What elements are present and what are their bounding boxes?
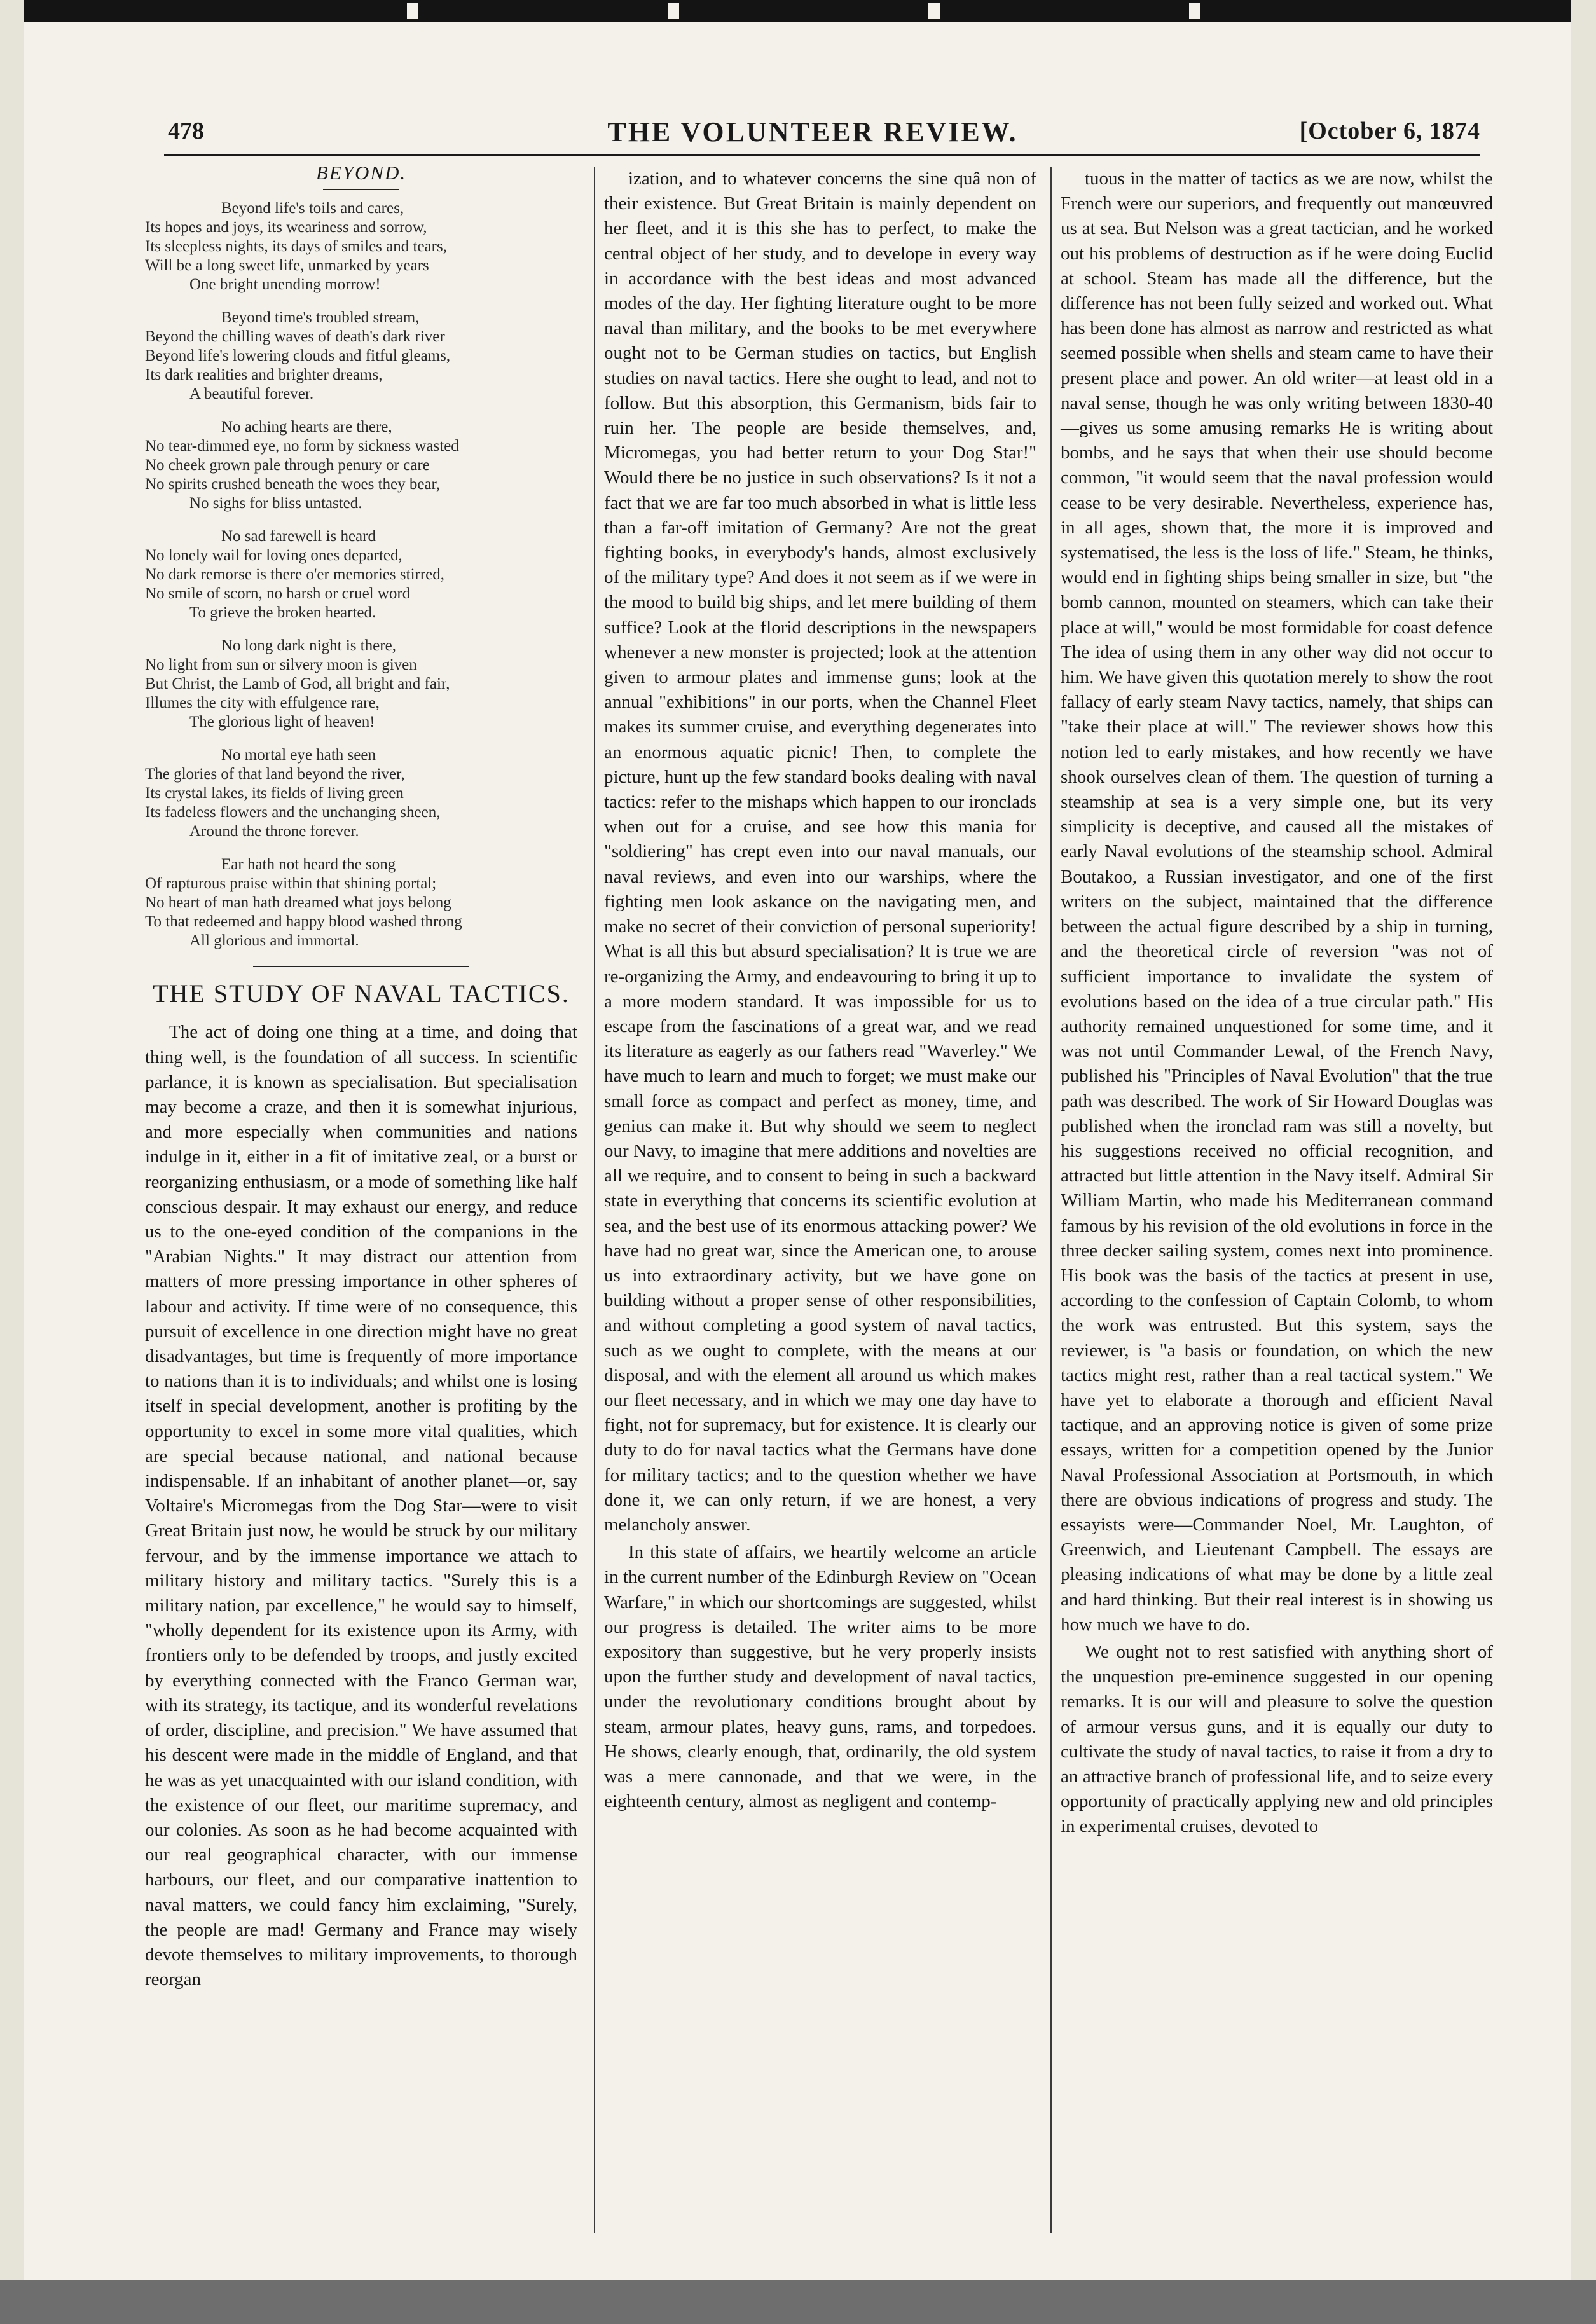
poem-line: No aching hearts are there, (221, 418, 392, 436)
issue-date: [October 6, 1874 (1299, 118, 1480, 144)
poem-line: The glorious light of heaven! (189, 713, 375, 731)
scan-bottom-border (0, 2280, 1596, 2324)
poem-line: No tear-dimmed eye, no form by sickness wasted (145, 437, 459, 455)
poem-stanza (145, 308, 577, 404)
poem-stanza (145, 855, 577, 951)
header-rule (164, 154, 1480, 156)
poem-line: No sighs for bliss untasted. (189, 495, 362, 512)
poem-stanza (145, 746, 577, 841)
poem-title: BEYOND. (315, 162, 407, 184)
poem-line: No smile of scorn, no harsh or cruel word (145, 585, 411, 603)
poem-line: No dark remorse is there o'er memories stirred, (145, 566, 445, 584)
poem-line: Its fadeless flowers and the unchanging sheen, (145, 804, 441, 822)
poem-stanza (145, 199, 577, 294)
poem-line: All glorious and immortal. (189, 932, 359, 950)
article-separator (253, 966, 469, 967)
poem-line: Its crystal lakes, its fields of living green (145, 785, 404, 802)
scan-left-margin (0, 0, 24, 2324)
article-paragraph: In this state of affairs, we heartily welcome an article in the current number of the Edinburgh Review on "Ocean Warfare," in which our shortcomings are suggested, whilst our progress is detailed. The writer aims to be more expository than suggestive, but he very properly insists upon the further study and development of naval tactics, under the revolutionary conditions brought about by steam, armour plates, heavy guns, rams, and torpedoes. He shows, clearly enough, that, ordinarily, the old system was a mere cannonade, and that we were, in the eighteenth century, almost as negligent and contemp- (604, 1542, 1036, 1812)
column-rule-2 (1050, 167, 1052, 2233)
poem-line: To that redeemed and happy blood washed throng (145, 913, 462, 931)
poem-body (145, 199, 577, 951)
scan-top-border (0, 0, 1596, 22)
poem-title-rule (323, 189, 399, 190)
column-3 (1061, 167, 1493, 1839)
poem-line: Beyond time's troubled stream, (221, 309, 420, 327)
article-paragraph: The act of doing one thing at a time, and doing that thing well, is the foundation of all success. In scientific parlance, it is known as specialisation. But specialisation may become a craze, and then it is somewhat injurious, and more especially when communities and nations indulge in it, either in a fit of imitative zeal, or a burst or reorganizing enthusiasm, or a mode of something like half conscious despair. It may exhaust our energy, and reduce us to the one-eyed condition of the companions in the "Arabian Nights." It may distract our attention from matters of more pressing importance in other spheres of labour and activity. If time were of no consequence, this pursuit of excellence in one direction might have no great disadvantages, but time is frequently of more importance to nations than it is to individuals; and whilst one is losing itself in special development, another is profiting by the opportunity to excel in some more vital qualities, which are special because national, and national because indispensable. If an inhabitant of another planet—or, say Voltaire's Micromegas from the Dog Star—were to visit Great Britain just now, he would be struck by our military fervour, and by the immense importance we attach to military history and military tactics. "Surely this is a military nation, par excellence," he would say to himself, "wholly dependent for its existence upon its Army, with frontiers only to be defended by troops, and justly excited by everything connected with the Franco German war, with its strategy, its tactique, and its wonderful revelations of order, discipline, and precision." We have assumed that his descent were made in the middle of England, and that he was as yet unacquainted with our island condition, with the existence of our fleet, our maritime supremacy, and our colonies. As soon as he had become acquainted with our real geographical character, with our immense harbours, our fleet, and our comparative inattention to naval matters, we could fancy him exclaiming, "Surely, the people are mad! Germany and France may wisely devote themselves to military improvements, to thorough reorgan (145, 1022, 577, 1990)
poem-line: But Christ, the Lamb of God, all bright and fair, (145, 675, 450, 693)
article-paragraph: tuous in the matter of tactics as we are now, whilst the French were our superiors, and frequently out manœuvred us at sea. But Nelson was a great tactician, and he worked out his problems of destruction as if he were doing Euclid at school. Steam has made all the difference, but the difference has not been fully seized and worked out. What has been done has almost as narrow and restricted as what seemed possible when shells and steam came to have their present place and power. An old writer—at least old in a naval sense, though he was only writing between 1830-40—gives us some amusing remarks He is writing about bombs, and he says that when their use should become common, "it would seem that the naval profession would cease to be very desirable. Nevertheless, experience has, in all ages, shown that, the more it is improved and systematised, the less is the loss of life." Steam, he thinks, would end in fighting ships being smaller in size, but "the bomb cannon, mounted on steamers, which can take their place at will," would be most formidable for coast defence The idea of using them in any other way did not occur to him. We have given this quotation merely to show the root fallacy of early steam Navy tactics, namely, that ships can "take their place at will." The reviewer shows how this notion led to early mistakes, and how recently we have shook ourselves clean of them. The question of turning a steamship at sea is a very simple one, but its very simplicity is deceptive, and caused all the mistakes of early Naval evolutions of the steamship school. Admiral Boutakoo, a Russian investigator, and one of the first writers on the subject, maintained that the difference between the actual figure described by a ship in turning, and the theoretical circle of reversion "was not of sufficient importance to invalidate the system of evolutions based on the idea of a true circular path." His authority remained unquestioned for some time, and it was not until Commander Lewal, of the French Navy, published his "Principles of Naval Evolution" that the true path was described. The work of Sir Howard Douglas was published when the ironclad ram was still a novelty, but his suggestions received no official recognition, and attracted but little attention in the Navy itself. Admiral Sir William Martin, who made his Mediterranean command famous by his revision of the old evolutions in force in the three decker sailing system, comes next into prominence. His book was the basis of the tactics at present in use, according to the confession of Captain Colomb, to whom the work was entrusted. But this system, says the reviewer, is "a basis or foundation, on which the new tactics might rest, rather than a real tactical system." We have yet to elaborate a thorough and efficient Naval tactique, and an approving notice is given of some prize essays, written for a competition opened by the Junior Naval Professional Association at Portsmouth, in which there are obvious indications of progress and study. The essayists were—Commander Noel, Mr. Laughton, of Greenwich, and Lieutenant Campbell. The essays are pleasing indications of what may be done by a little zeal and hard thinking. But their real interest is in showing us how much we have to do. (1061, 168, 1493, 1635)
poem-line: The glories of that land beyond the river, (145, 766, 405, 783)
poem-line: Illumes the city with effulgence rare, (145, 694, 380, 712)
poem-line: Ear hath not heard the song (221, 856, 396, 874)
article-paragraph: We ought not to rest satisfied with anything short of the unquestion pre-eminence suggested in our opening remarks. It is our will and pleasure to solve the question of armour versus guns, and it is equally our duty to cultivate the study of naval tactics, to raise it from a dry to an attractive branch of professional life, and to seize every opportunity of practically applying new and old principles in experimental cruises, devoted to (1061, 1641, 1493, 1837)
poem-line: Its sleepless nights, its days of smiles and tears, (145, 238, 447, 256)
poem-line: No cheek grown pale through penury or care (145, 457, 430, 474)
poem-line: No lonely wail for loving ones departed, (145, 547, 402, 565)
poem-stanza (145, 636, 577, 732)
poem-stanza (145, 527, 577, 622)
poem-line: Will be a long sweet life, unmarked by years (145, 257, 429, 275)
page-number: 478 (168, 118, 204, 144)
column-2 (604, 167, 1036, 1814)
article-column-3-text (1061, 167, 1493, 1839)
poem-line: Its hopes and joys, its weariness and sorrow, (145, 219, 427, 237)
poem-line: Beyond life's lowering clouds and fitful gleams, (145, 347, 451, 365)
poem-line: No spirits crushed beneath the woes they bear, (145, 476, 441, 493)
column-1 (145, 160, 577, 1992)
poem-line: No heart of man hath dreamed what joys belong (145, 894, 451, 912)
masthead-title: THE VOLUNTEER REVIEW. (607, 116, 1018, 148)
poem-stanza (145, 418, 577, 513)
poem-line: Of rapturous praise within that shining portal; (145, 875, 437, 893)
running-header (145, 112, 1480, 153)
poem-line: One bright unending morrow! (189, 276, 381, 294)
poem-line: No long dark night is there, (221, 637, 396, 655)
poem-line: Its dark realities and brighter dreams, (145, 366, 383, 384)
column-rule-1 (594, 167, 595, 2233)
poem-line: No sad farewell is heard (221, 528, 376, 546)
poem-line: No mortal eye hath seen (221, 746, 376, 764)
poem-line: Beyond life's toils and cares, (221, 200, 404, 217)
scan-right-margin (1571, 0, 1596, 2324)
article-title: THE STUDY OF NAVAL TACTICS. (153, 979, 570, 1008)
poem-line: Beyond the chilling waves of death's dark river (145, 328, 445, 346)
poem-line: Around the throne forever. (189, 823, 359, 841)
poem-line: No light from sun or silvery moon is given (145, 656, 417, 674)
poem-line: A beautiful forever. (189, 385, 314, 403)
article-paragraph: ization, and to whatever concerns the sine quâ non of their existence. But Great Britain is mainly dependent on her fleet, and it is this she has to perfect, to make the central object of her study, and to develope in every way in accordance with the best ideas and most advanced modes of the day. Her fighting literature ought to be more naval than military, and the books to be met everywhere ought not to be German studies on tactics, but English studies on naval tactics. Here she ought to lead, and not to follow. But this absorption, this Germanism, bids fair to ruin her. The people are beside themselves, and, Micromegas, you had better return to your Dog Star!" Would there be no justice in such observations? Is it not a fact that we are far too much absorbed in what is little less than a far-off imitation of Germany? Are not the great fighting books, in everybody's hands, almost exclusively of the military type? And does it not seem as if we were in the mood to build big ships, and let mere building of them suffice? Look at the florid descriptions in the newspapers whenever a new monster is projected; look at the attention given to armour plates and immense guns; look at the annual "exhibitions" in our ports, when the Channel Fleet makes its summer cruise, and everything degenerates into an enormous aquatic picnic! Then, to complete the picture, hunt up the few standard books dealing with naval tactics: refer to the mishaps which happen to our ironclads when out for a cruise, and see how this mania for "soldiering" has crept even into our naval manuals, our naval reviews, and even into our warships, where the fighting men look askance on the navigating men, and make no secret of their conviction of personal superiority! What is all this but absurd specialisation? It is true we are re-organizing the Army, and endeavouring to bring it up to a more modern standard. It was impossible for us to escape from the fascinations of a great war, and we read its literature as eagerly as our fathers read "Waverley." We have much to learn and much to forget; we must make our small force as compact and perfect as money, time, and genius can make it. But why should we seem to neglect our Navy, to imagine that mere additions and novelties are all we require, and to consent to being in such a backward state in everything that concerns its scientific evolution at sea, and the best use of its enormous attacking power? We have had no great war, since the American one, to arouse us into extraordinary activity, but we have gone on building without a proper sense of other responsibilities, and without completing a good system of naval tactics, such as we ought to complete, with the means at our disposal, and with the element all around us which makes our fleet necessary, and in which we may one day have to fight, not for supremacy, but for existence. It is clearly our duty to do for naval tactics what the Germans have done for military tactics; and to the question whether we have done it, we can only return, if we are honest, a very melancholy answer. (604, 168, 1036, 1535)
article-column-2-text (604, 167, 1036, 1814)
article-column-1-text (145, 1020, 577, 1992)
poem-line: To grieve the broken hearted. (189, 604, 376, 622)
